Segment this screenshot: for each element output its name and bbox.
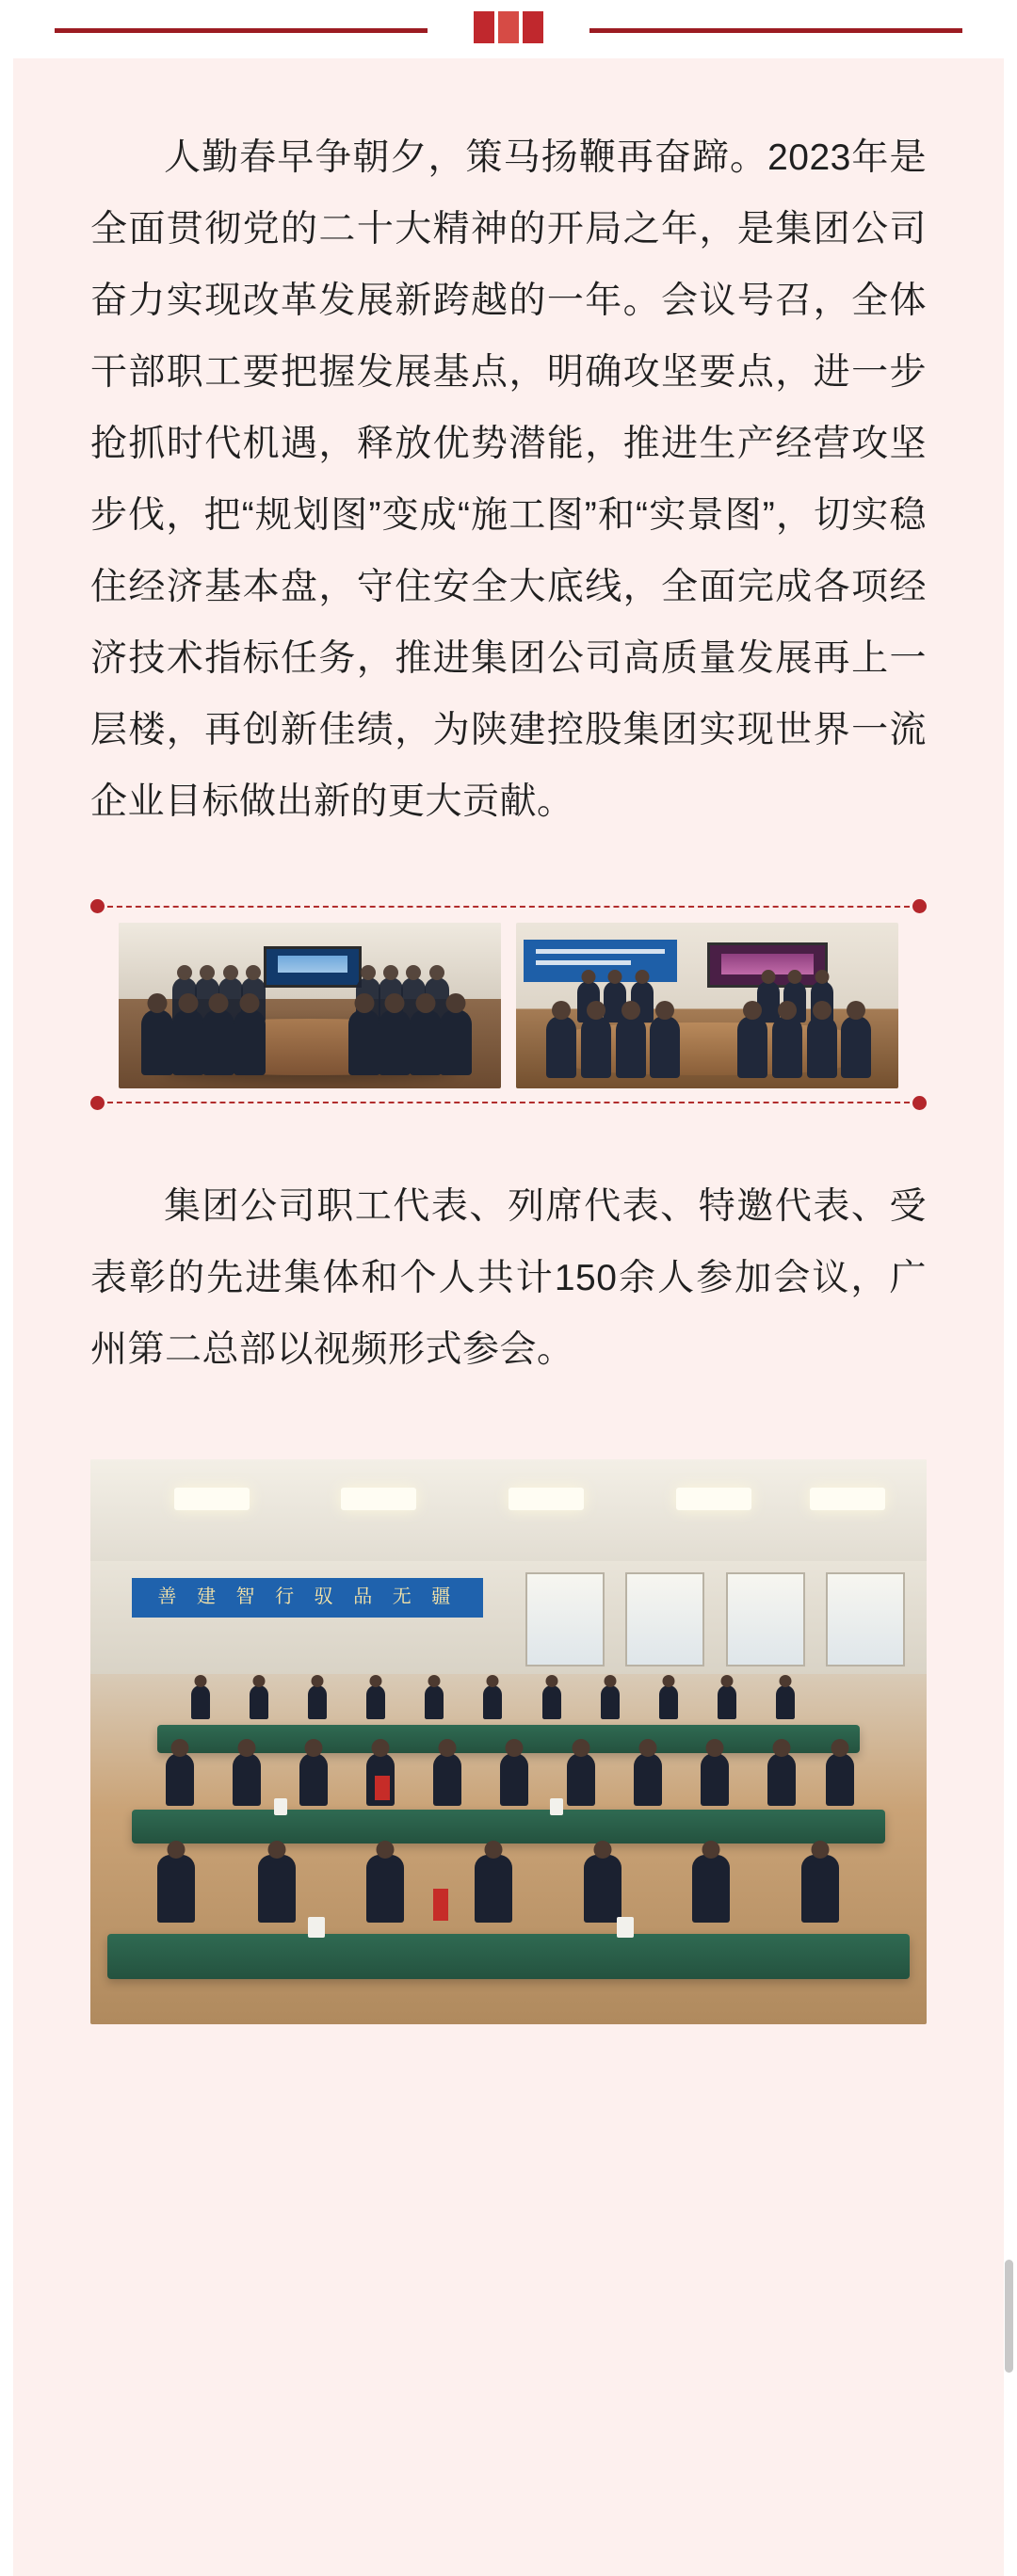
hall-banner-text: 善 建 智 行 驭 品 无 疆 [132,1578,483,1618]
corner-dot-bottom-left [90,1096,105,1110]
paragraph-1: 人勤春早争朝夕，策马扬鞭再奋蹄。2023年是全面贯彻党的二十大精神的开局之年，是集团公司奋力实现改革发展新跨越的一年。会议号召，全体干部职工要把握发展基点，明确攻坚要点，进一步抢抓时代机遇，释放优势潜能，推进生产经营攻坚步伐，把“规划图”变成“施工图”和“实景图”，切实稳住经济基本盘，守住安全大底线，全面完成各项经济技术指标任务，推进集团公司高质量发展再上一层楼，再创新佳绩，为陕建控股集团实现世界一流企业目标做出新的更大贡献。 [90,137,927,822]
corner-dot-top-right [912,899,927,913]
corner-dot-bottom-right [912,1096,927,1110]
flag-stripe-middle [498,11,519,43]
left-margin [0,58,13,2576]
article-sheet [0,58,1017,2576]
meeting-photo-1 [119,923,501,1088]
meeting-photo-2 [516,923,898,1088]
article-content [90,58,927,2024]
flag-stripe-left [474,11,494,43]
flag-stripe-right [523,11,543,43]
red-flag-icon [474,11,543,43]
conference-hall-photo [90,1459,927,2024]
paragraph-2: 集团公司职工代表、列席代表、特邀代表、受表彰的先进集体和个人共计150余人参加会议，广州第二总部以视频形式参会。 [90,1186,927,1370]
dashed-line-top [107,906,910,908]
photo-strip [90,898,927,1111]
header-rule-left [55,28,428,33]
header-decoration [0,0,1017,58]
dashed-line-bottom [107,1102,910,1103]
vertical-scrollbar[interactable] [1005,2260,1013,2373]
right-margin [1004,58,1017,2576]
header-rule-right [589,28,962,33]
corner-dot-top-left [90,899,105,913]
